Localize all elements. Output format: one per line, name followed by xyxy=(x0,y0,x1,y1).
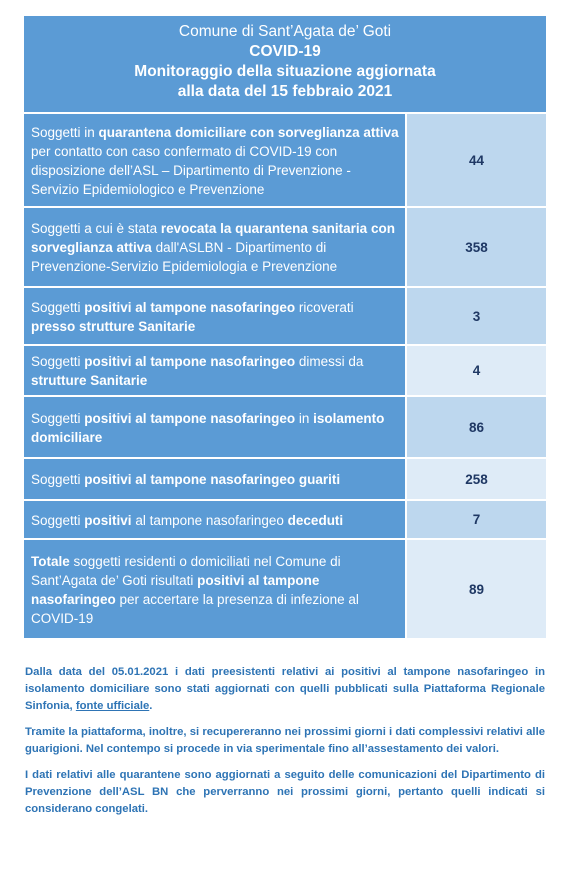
row-label-text xyxy=(31,123,399,199)
note-paragraph-3: I dati relativi alle quarantene sono aggiornati a seguito delle comunicazioni del Dipartimento di Prevenzione dell’ASL BN che perverranno nei prossimi giorni, pertanto quelli indicati si considerano congelati. xyxy=(25,769,545,815)
header-title: COVID-19 xyxy=(249,43,321,60)
row-value: 86 xyxy=(407,397,546,457)
header-date: alla data del 15 febbraio 2021 xyxy=(177,83,393,100)
label-bold-part: isolamento domiciliare xyxy=(31,410,385,445)
label-bold-part: positivi al tampone nasofaringeo guariti xyxy=(84,472,341,487)
official-source-link[interactable]: fonte ufficiale xyxy=(75,700,150,712)
label-part: per contatto con caso confermato di COVID-19 con disposizione dell’ASL – Dipartimento di Prevenzione - Servizio Epidemiologico e Prevenzione xyxy=(31,143,351,197)
label-part: Soggetti xyxy=(31,472,85,487)
label-part: dall'ASLBN - Dipartimento di Prevenzione-Servizio Epidemiologia e Prevenzione xyxy=(31,240,338,274)
label-part: dimessi da xyxy=(295,354,364,369)
table-row xyxy=(24,397,546,459)
row-label-text xyxy=(31,470,340,489)
row-value: 89 xyxy=(407,540,546,638)
label-part: al tampone nasofaringeo xyxy=(131,512,288,528)
row-label xyxy=(24,208,407,286)
row-label xyxy=(24,114,407,206)
row-label-text xyxy=(31,552,399,628)
label-part: Soggetti a cui è stata xyxy=(31,221,161,236)
row-label xyxy=(24,346,407,395)
label-part: Soggetti in xyxy=(31,124,99,140)
row-label xyxy=(24,459,407,499)
note-1-text: Dalla data del 05.01.2021 i dati preesistenti relativi ai positivi al tampone nasofaringeo in isolamento domiciliare sono stati aggiornati con quelli pubblicati sulla Piattaforma Regionale Sinfonia, xyxy=(25,666,545,712)
label-part: soggetti residenti o domiciliati nel Comune di Sant’Agata de’ Goti risultati xyxy=(31,553,341,588)
label-bold-part: positivi al tampone nasofaringeo xyxy=(84,299,296,315)
label-part: Soggetti xyxy=(31,410,85,426)
row-value: 3 xyxy=(407,288,546,344)
label-bold-part: Totale xyxy=(31,553,70,569)
note-paragraph-1 xyxy=(25,664,545,715)
label-bold-part: revocata la quarantena sanitaria con sorveglianza attiva xyxy=(31,221,395,255)
row-label-text xyxy=(31,219,399,276)
table-row xyxy=(24,540,546,640)
label-bold-part: positivi al tampone nasofaringeo xyxy=(84,354,296,369)
row-value: 258 xyxy=(407,459,546,499)
row-label xyxy=(24,540,407,638)
label-bold-part: positivi xyxy=(84,512,132,528)
table-row xyxy=(24,459,546,501)
table-row xyxy=(24,114,546,208)
comune-name: Comune di Sant’Agata de’ Goti xyxy=(178,23,392,40)
row-label xyxy=(24,397,407,457)
label-part: Soggetti xyxy=(31,299,85,315)
covid-monitoring-table xyxy=(24,16,546,640)
notes-section xyxy=(25,664,545,827)
header-subtitle: Monitoraggio della situazione aggiornata xyxy=(134,63,436,80)
row-value: 4 xyxy=(407,346,546,395)
table-row xyxy=(24,346,546,397)
row-label-text xyxy=(31,352,399,390)
row-value: 7 xyxy=(407,501,546,538)
row-value: 44 xyxy=(407,114,546,206)
table-body xyxy=(24,114,546,640)
table-row xyxy=(24,208,546,288)
label-bold-part: presso strutture Sanitarie xyxy=(31,318,196,334)
note-1-end: . xyxy=(149,700,153,712)
row-label-text xyxy=(31,511,343,530)
row-label xyxy=(24,288,407,344)
table-row xyxy=(24,288,546,346)
label-part: ricoverati xyxy=(295,299,354,315)
row-value: 358 xyxy=(407,208,546,286)
label-bold-part: strutture Sanitarie xyxy=(31,373,148,388)
note-paragraph-2: Tramite la piattaforma, inoltre, si recupereranno nei prossimi giorni i dati complessivi relativi alle guarigioni. Nel contempo si procede in via sperimentale fino all’assestamento dei valori. xyxy=(25,726,545,755)
label-part: in xyxy=(295,410,314,426)
row-label-text xyxy=(31,298,399,336)
label-part: per accertare la presenza di infezione al COVID-19 xyxy=(31,591,359,626)
row-label-text xyxy=(31,409,399,447)
row-label xyxy=(24,501,407,538)
label-bold-part: quarantena domiciliare con sorveglianza attiva xyxy=(98,124,399,140)
table-header xyxy=(24,16,546,114)
table-row xyxy=(24,501,546,540)
label-bold-part: positivi al tampone nasofaringeo xyxy=(84,410,296,426)
label-bold-part: positivi al tampone nasofaringeo xyxy=(31,572,320,607)
label-part: Soggetti xyxy=(31,354,85,369)
label-part: Soggetti xyxy=(31,512,85,528)
label-bold-part: deceduti xyxy=(287,512,344,528)
